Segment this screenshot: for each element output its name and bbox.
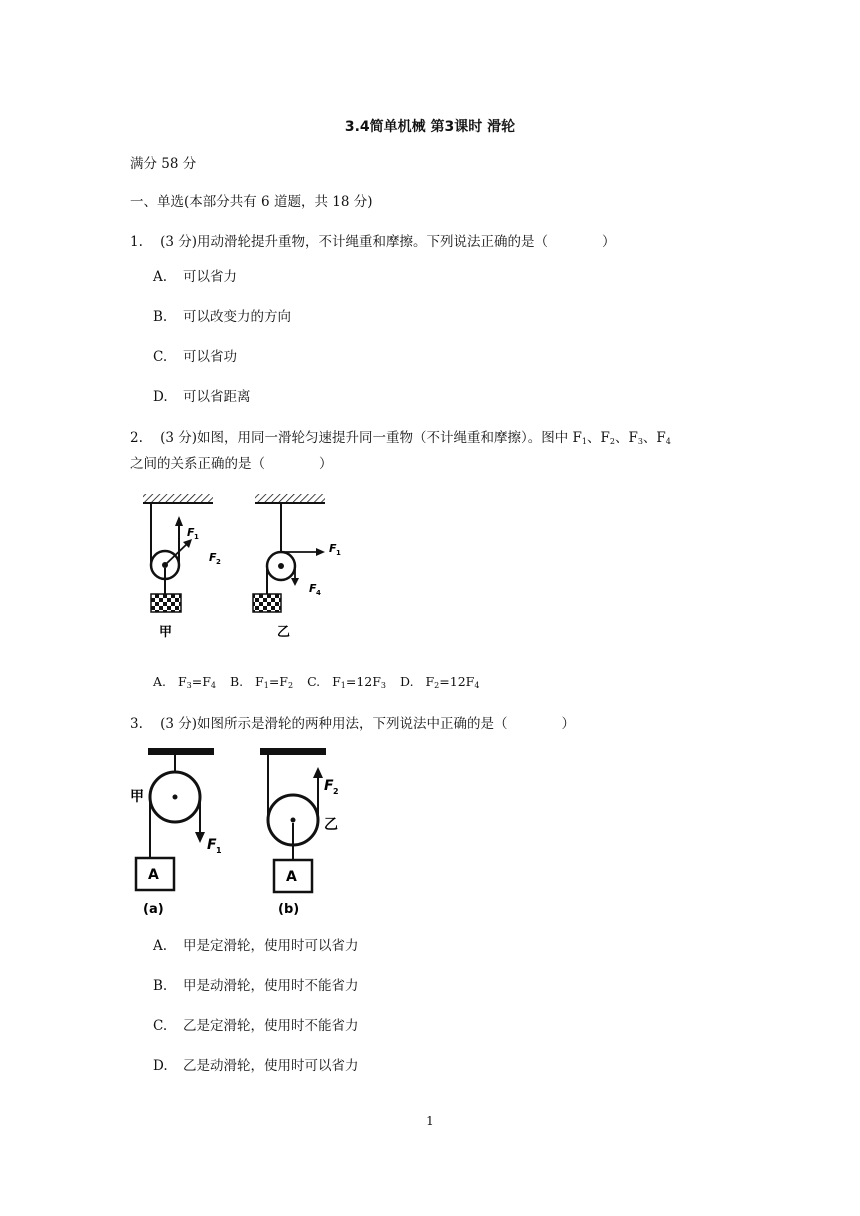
page-title: 3.4简单机械 第3课时 滑轮: [344, 119, 516, 135]
block-a-right: A: [286, 869, 297, 885]
label-f2-q3: F: [324, 778, 334, 794]
question-3: [130, 712, 575, 732]
q3-option-b[interactable]: B. 甲是动滑轮，使用时不能省力: [153, 978, 359, 994]
svg-text:2: 2: [216, 558, 221, 566]
q2-choices: [153, 674, 489, 690]
q2-pulley-figure: [135, 490, 365, 650]
label-jia: 甲: [159, 625, 173, 640]
figure-b: [260, 748, 339, 917]
q3-option-a[interactable]: A. 甲是定滑轮，使用时可以省力: [153, 938, 359, 954]
label-f1: F: [187, 526, 195, 539]
figure-a: [130, 748, 222, 917]
question-1: [130, 230, 615, 250]
q2-option-a[interactable]: A. $F_3=F_4$: [153, 674, 216, 690]
label-a: (a): [143, 902, 164, 917]
label-f4: F: [309, 582, 317, 595]
question-2-line-2: 之间的关系正确的是（ ）: [130, 456, 333, 472]
question-number: 2.: [130, 430, 143, 446]
question-2-line-1: 2. (3 分)如图，用同一滑轮匀速提升同一重物（不计绳重和摩擦）。图中 $F_1$、$F_2$、$F_3$、$F_4$: [130, 430, 671, 446]
question-stem: (3 分)如图所示是滑轮的两种用法，下列说法中正确的是（ ）: [160, 716, 575, 732]
q1-option-b[interactable]: B. 可以改变力的方向: [153, 309, 291, 325]
figure-jia: [143, 494, 221, 640]
svg-text:4: 4: [316, 589, 321, 597]
label-f1-q3: F: [207, 837, 217, 853]
q2-option-b[interactable]: B. $F_1=F_2$: [229, 674, 294, 690]
q1-option-a[interactable]: A. 可以省力: [153, 269, 237, 285]
svg-text:1: 1: [336, 549, 341, 557]
label-f2: F: [209, 551, 217, 564]
q2-option-c[interactable]: C. $F_1=12F_3$: [307, 674, 387, 690]
label-f1-b: F: [329, 542, 337, 555]
full-score: 满分 58 分: [130, 156, 197, 172]
question-stem: (3 分)用动滑轮提升重物，不计绳重和摩擦。下列说法正确的是（ ）: [160, 234, 616, 250]
figure-yi: [253, 494, 341, 640]
q3-option-d[interactable]: D. 乙是动滑轮，使用时可以省力: [153, 1058, 359, 1074]
q3-option-c[interactable]: C. 乙是定滑轮，使用时不能省力: [153, 1018, 359, 1034]
svg-text:1: 1: [194, 533, 199, 541]
section-heading: 一、单选(本部分共有 6 道题，共 18 分): [130, 194, 373, 210]
q2-option-d[interactable]: D. $F_2=12F_4$: [400, 674, 480, 690]
label-yi: 乙: [277, 625, 291, 640]
label-jia-q3: 甲: [130, 789, 144, 805]
question-number: 1.: [130, 234, 143, 250]
label-b: (b): [278, 902, 300, 917]
svg-text:1: 1: [216, 846, 222, 855]
q1-option-d[interactable]: D. 可以省距离: [153, 389, 251, 405]
q3-pulley-figure: [128, 745, 368, 920]
question-number: 3.: [130, 716, 143, 732]
page-number: 1: [426, 1114, 434, 1128]
label-yi-q3: 乙: [324, 817, 338, 833]
q1-option-c[interactable]: C. 可以省功: [153, 349, 237, 365]
svg-text:2: 2: [333, 787, 339, 796]
block-a-left: A: [148, 867, 159, 883]
